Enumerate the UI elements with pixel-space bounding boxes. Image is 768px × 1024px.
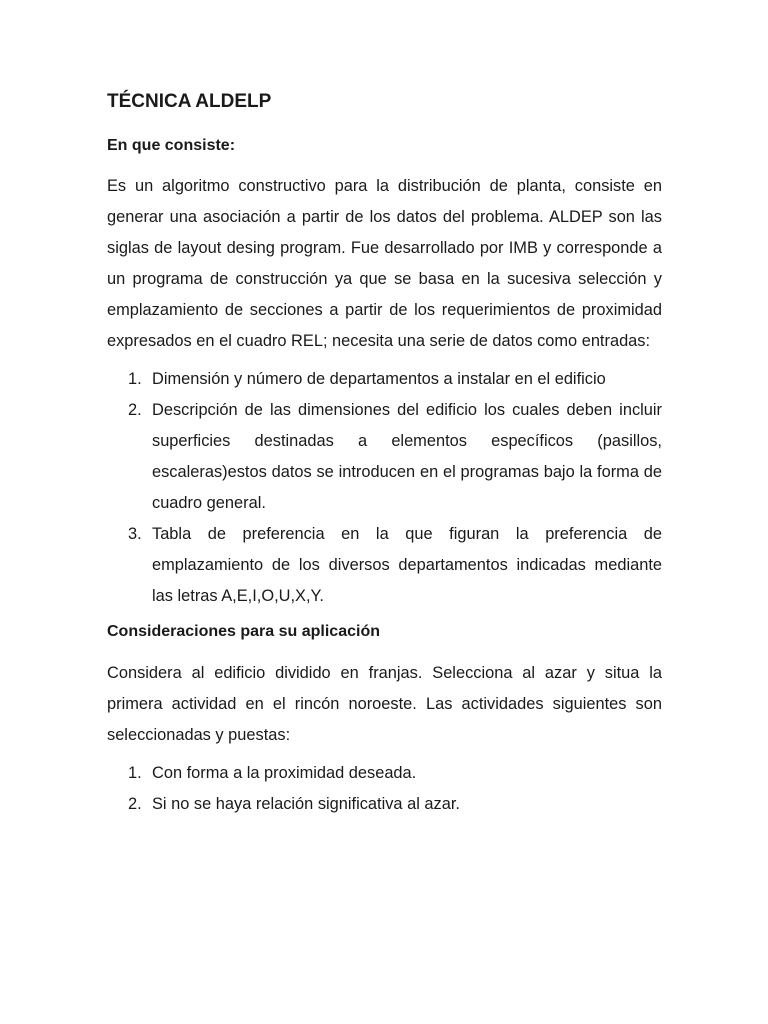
section-paragraph-description: Es un algoritmo constructivo para la distribución de planta, consiste en generar una asociación a partir de los datos del problema. ALDEP son las siglas de layout desing program. Fue desarrollado por IMB y corresponde a un programa de construcción ya que se basa en la sucesiva selección y emplazamiento de secciones a partir de los requerimientos de proximidad expresados en el cuadro REL; necesita una serie de datos como entradas: [107,177,662,350]
list-item-number: 1. [128,764,142,782]
list-item-text: Si no se haya relación significativa al azar. [152,795,460,813]
list-item-number: 1. [128,370,142,388]
document-title: TÉCNICA ALDELP [107,91,272,112]
list-item-text: Tabla de preferencia en la que figuran la preferencia de emplazamiento de los diversos departamentos indicadas mediante las letras A,E,I,O,U,X,Y. [152,525,662,605]
list-item [107,519,662,612]
list-item-text: Dimensión y número de departamentos a instalar en el edificio [152,370,606,388]
list-item [107,758,662,789]
list-item-text: Descripción de las dimensiones del edificio los cuales deben incluir superficies destinadas a elementos específicos (pasillos, escaleras)estos datos se introducen en el programas bajo la forma de cuadro general. [152,401,662,512]
list-item [107,364,662,395]
list-item-number: 3. [128,525,142,543]
placement-list [107,758,662,820]
requirements-list [107,364,662,612]
list-item [107,789,662,820]
document-page [107,88,662,829]
list-item-number: 2. [128,795,142,813]
list-item [107,395,662,519]
section-heading-consideraciones: Consideraciones para su aplicación [107,623,380,640]
section-heading-en-que-consiste: En que consiste: [107,137,236,154]
list-item-text: Con forma a la proximidad deseada. [152,764,417,782]
list-item-number: 2. [128,401,142,419]
section-paragraph-considerations: Considera al edificio dividido en franjas. Selecciona al azar y situa la primera actividad en el rincón noroeste. Las actividades siguientes son seleccionadas y puestas: [107,664,662,744]
